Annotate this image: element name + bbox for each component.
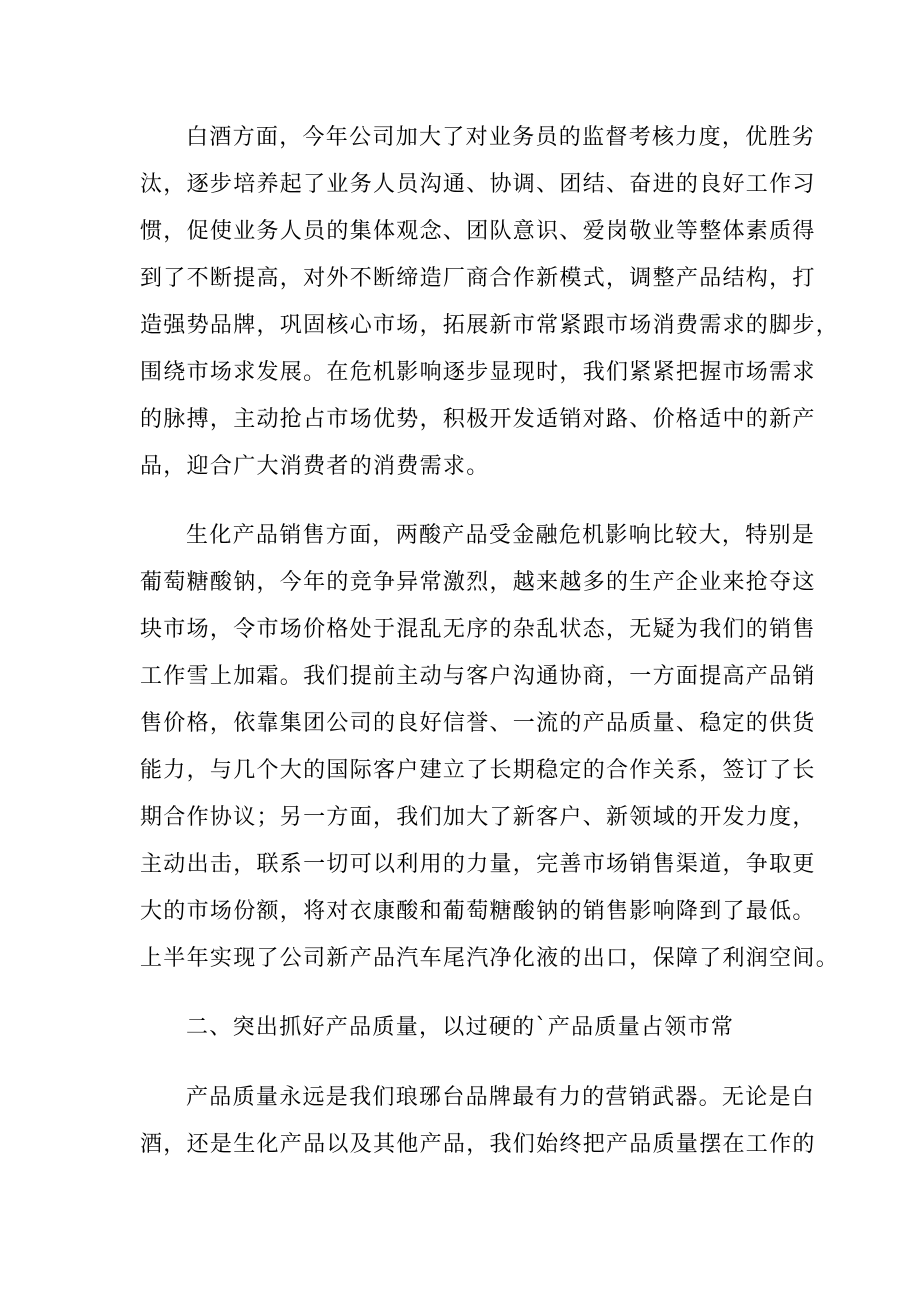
paragraph-1-line-2: 汰，逐步培养起了业务人员沟通、协调、团结、奋进的良好工作习 bbox=[140, 172, 816, 197]
paragraph-2-line-8: 主动出击，联系一切可以利用的力量，完善市场销售渠道，争取更 bbox=[140, 852, 816, 877]
paragraph-3-line-2: 酒，还是生化产品以及其他产品，我们始终把产品质量摆在工作的 bbox=[140, 1132, 816, 1157]
paragraph-2-line-1: 生化产品销售方面，两酸产品受金融危机影响比较大，特别是 bbox=[186, 523, 816, 548]
paragraph-2-line-7: 期合作协议；另一方面，我们加大了新客户、新领域的开发力度， bbox=[140, 805, 816, 830]
paragraph-2-line-4: 工作雪上加霜。我们提前主动与客户沟通协商，一方面提高产品销 bbox=[140, 664, 816, 689]
paragraph-1-line-1: 白酒方面，今年公司加大了对业务员的监督考核力度，优胜劣 bbox=[186, 125, 816, 150]
paragraph-2-line-3: 块市场，令市场价格处于混乱无序的杂乱状态，无疑为我们的销售 bbox=[140, 617, 816, 642]
paragraph-1-line-7: 的脉搏，主动抢占市场优势，积极开发适销对路、价格适中的新产 bbox=[140, 407, 816, 432]
paragraph-2-line-10: 上半年实现了公司新产品汽车尾汽净化液的出口，保障了利润空间。 bbox=[140, 946, 840, 971]
paragraph-1-line-4: 到了不断提高，对外不断缔造厂商合作新模式，调整产品结构，打 bbox=[140, 266, 816, 291]
paragraph-1-line-5: 造强势品牌，巩固核心市场，拓展新市常紧跟市场消费需求的脚步， bbox=[140, 313, 840, 338]
section-heading: 二、突出抓好产品质量，以过硬的`产品质量占领市常 bbox=[186, 1015, 735, 1040]
paragraph-2-line-5: 售价格，依靠集团公司的良好信誉、一流的产品质量、稳定的供货 bbox=[140, 711, 816, 736]
paragraph-2-line-2: 葡萄糖酸钠，今年的竞争异常激烈，越来越多的生产企业来抢夺这 bbox=[140, 570, 816, 595]
paragraph-1-line-6: 围绕市场求发展。在危机影响逐步显现时，我们紧紧把握市场需求 bbox=[140, 360, 816, 385]
paragraph-2-line-6: 能力，与几个大的国际客户建立了长期稳定的合作关系，签订了长 bbox=[140, 758, 816, 783]
paragraph-1-line-8: 品，迎合广大消费者的消费需求。 bbox=[140, 454, 490, 479]
paragraph-1-line-3: 惯，促使业务人员的集体观念、团队意识、爱岗敬业等整体素质得 bbox=[140, 219, 816, 244]
paragraph-3-line-1: 产品质量永远是我们琅琊台品牌最有力的营销武器。无论是白 bbox=[186, 1085, 816, 1110]
paragraph-2-line-9: 大的市场份额，将对衣康酸和葡萄糖酸钠的销售影响降到了最低。 bbox=[140, 899, 816, 924]
